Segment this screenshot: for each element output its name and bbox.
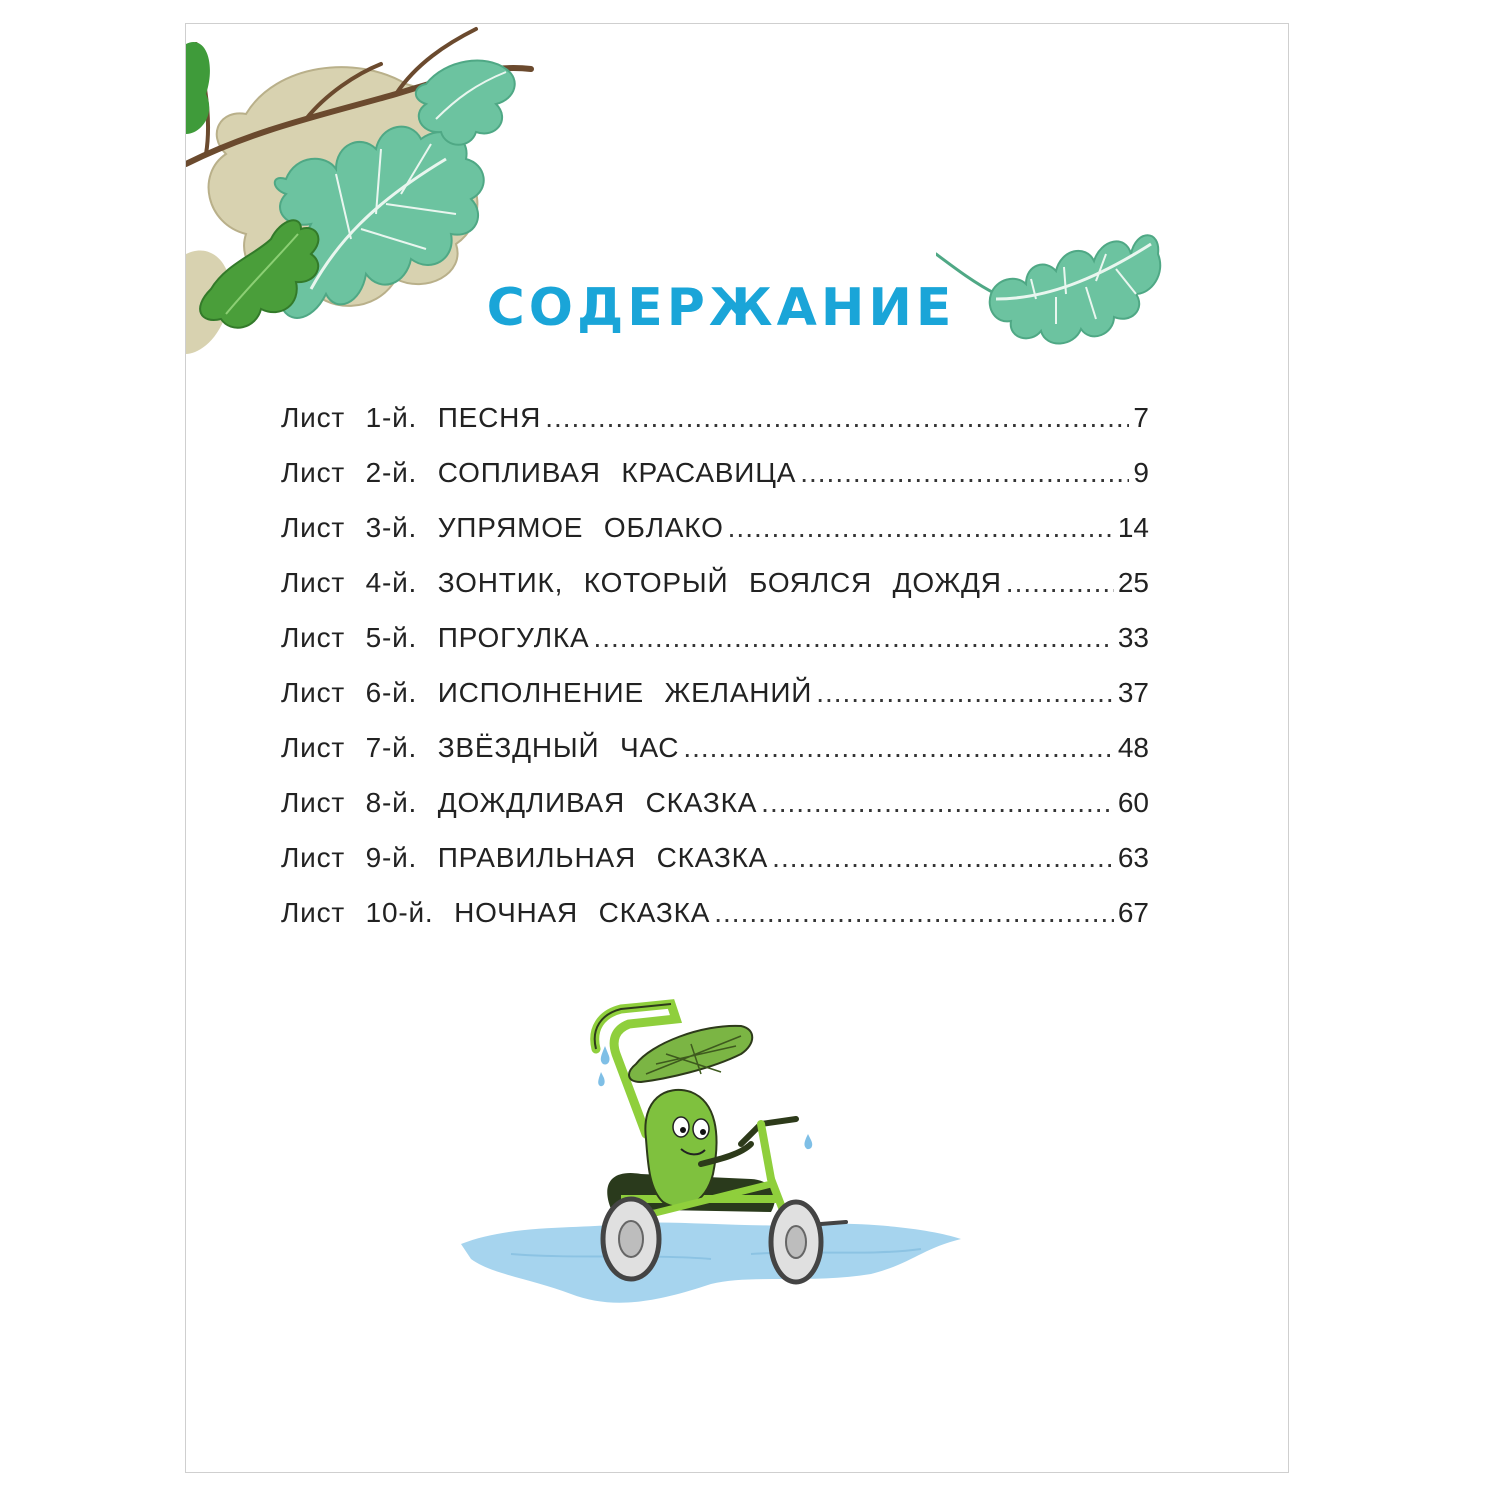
toc-entry[interactable]: [281, 512, 1149, 567]
toc-entry[interactable]: [281, 732, 1149, 787]
toc-entry[interactable]: [281, 402, 1149, 457]
toc-leader-dots: [714, 897, 1114, 929]
toc-entry[interactable]: [281, 897, 1149, 952]
tricycle-cucumber-illustration: [451, 974, 971, 1319]
toc-entry-page: 67: [1117, 897, 1149, 928]
toc-entry-label: Лист 5-й. ПРОГУЛКА: [281, 622, 590, 653]
toc-leader-dots: [683, 732, 1114, 764]
toc-entry-label: Лист 6-й. ИСПОЛНЕНИЕ ЖЕЛАНИЙ: [281, 677, 813, 708]
toc-entry-page: 7: [1133, 402, 1149, 433]
toc-title: СОДЕРЖАНИЕ: [486, 278, 956, 338]
toc-entry-label: Лист 10-й. НОЧНАЯ СКАЗКА: [281, 897, 711, 928]
book-page: [185, 23, 1289, 1473]
toc-leader-dots: [545, 402, 1129, 434]
toc-entry-page: 9: [1133, 457, 1149, 488]
toc-entry[interactable]: [281, 567, 1149, 622]
toc-leader-dots: [728, 512, 1114, 544]
toc-entry-page: 33: [1117, 622, 1149, 653]
toc-entry-page: 37: [1117, 677, 1149, 708]
toc-entry-page: 14: [1117, 512, 1149, 543]
toc-leader-dots: [816, 677, 1114, 709]
toc-entry-label: Лист 1-й. ПЕСНЯ: [281, 402, 542, 433]
toc-list: [281, 402, 1149, 952]
toc-leader-dots: [800, 457, 1129, 489]
toc-entry-label: Лист 7-й. ЗВЁЗДНЫЙ ЧАС: [281, 732, 680, 763]
toc-entry[interactable]: [281, 457, 1149, 512]
toc-entry-page: 60: [1117, 787, 1149, 818]
toc-entry-page: 63: [1117, 842, 1149, 873]
toc-entry-label: Лист 4-й. ЗОНТИК, КОТОРЫЙ БОЯЛСЯ ДОЖДЯ: [281, 567, 1002, 598]
toc-leader-dots: [1006, 567, 1114, 599]
toc-entry-page: 25: [1117, 567, 1149, 598]
toc-entry-label: Лист 3-й. УПРЯМОЕ ОБЛАКО: [281, 512, 724, 543]
toc-entry-label: Лист 2-й. СОПЛИВАЯ КРАСАВИЦА: [281, 457, 797, 488]
toc-entry-page: 48: [1117, 732, 1149, 763]
toc-entry[interactable]: [281, 622, 1149, 677]
toc-entry[interactable]: [281, 787, 1149, 842]
toc-leader-dots: [593, 622, 1113, 654]
toc-entry-label: Лист 8-й. ДОЖДЛИВАЯ СКАЗКА: [281, 787, 758, 818]
toc-leader-dots: [772, 842, 1114, 874]
toc-entry[interactable]: [281, 842, 1149, 897]
toc-entry[interactable]: [281, 677, 1149, 732]
toc-leader-dots: [761, 787, 1114, 819]
toc-entry-label: Лист 9-й. ПРАВИЛЬНАЯ СКАЗКА: [281, 842, 769, 873]
